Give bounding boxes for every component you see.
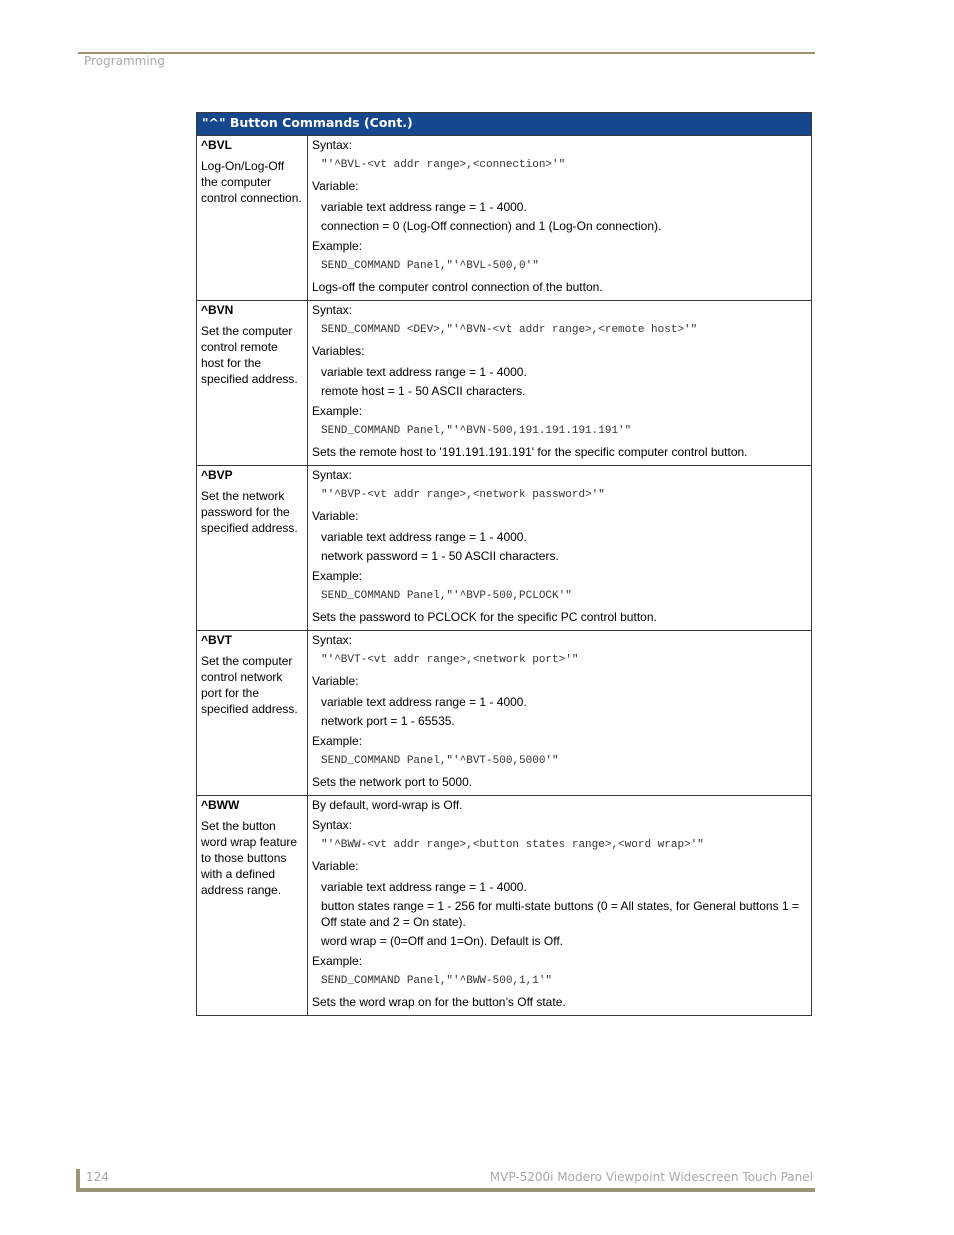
example-label: Example: — [312, 734, 363, 748]
example-code: SEND_COMMAND Panel,"'^BVN-500,191.191.191.191'" — [321, 425, 632, 437]
variable-item: variable text address range = 1 - 4000. — [321, 695, 527, 709]
details-cell — [308, 301, 812, 466]
syntax-label: Syntax: — [312, 818, 353, 832]
syntax-code: "'^BWW-<vt addr range>,<button states range>,<word wrap>'" — [321, 839, 704, 851]
variable-item: connection = 0 (Log-Off connection) and 1 (Log-On connection). — [321, 219, 662, 233]
command-summary: Sets the word wrap on for the button’s Off state. — [312, 995, 566, 1009]
button-commands-table — [196, 112, 812, 1016]
example-code: SEND_COMMAND Panel,"'^BVL-500,0'" — [321, 260, 539, 272]
variable-item: word wrap = (0=Off and 1=On). Default is Off. — [321, 934, 564, 948]
variable-item: network password = 1 - 50 ASCII characters. — [321, 549, 559, 563]
command-cell — [197, 301, 308, 466]
variable-item: button states range = 1 - 256 for multi-state buttons (0 = All states, for General buttons 1 = Off state and 2 = On state). — [321, 899, 799, 929]
document-title: MVP-5200i Modero Viewpoint Widescreen Touch Panel — [489, 1170, 813, 1184]
table-row — [197, 631, 812, 796]
syntax-code: "'^BVT-<vt addr range>,<network port>'" — [321, 654, 579, 666]
command-description: Set the button word wrap feature to those buttons with a defined address range. — [201, 819, 298, 897]
variable-item: remote host = 1 - 50 ASCII characters. — [321, 384, 526, 398]
command-cell — [197, 796, 308, 1016]
table-row — [197, 466, 812, 631]
example-code: SEND_COMMAND Panel,"'^BVP-500,PCLOCK'" — [321, 590, 572, 602]
example-code: SEND_COMMAND Panel,"'^BWW-500,1,1'" — [321, 975, 553, 987]
details-cell — [308, 466, 812, 631]
command-summary: Sets the password to PCLOCK for the specific PC control button. — [312, 610, 657, 624]
section-label: Programming — [84, 54, 165, 68]
syntax-label: Syntax: — [312, 468, 353, 482]
details-cell — [308, 631, 812, 796]
command-name: ^BWW — [201, 798, 240, 812]
syntax-label: Syntax: — [312, 138, 353, 152]
command-description: Set the computer control network port for the specified address. — [201, 654, 298, 716]
example-label: Example: — [312, 239, 363, 253]
command-description: Set the computer control remote host for the specified address. — [201, 324, 298, 386]
variable-item: network port = 1 - 65535. — [321, 714, 455, 728]
variable-item: variable text address range = 1 - 4000. — [321, 365, 527, 379]
details-cell — [308, 136, 812, 301]
variable-label: Variable: — [312, 674, 359, 688]
command-name: ^BVP — [201, 468, 233, 482]
syntax-label: Syntax: — [312, 633, 353, 647]
details-cell — [308, 796, 812, 1016]
footer-rule — [76, 1188, 815, 1192]
syntax-label: Syntax: — [312, 303, 353, 317]
command-description: Set the network password for the specified address. — [201, 489, 298, 535]
variable-label: Variable: — [312, 179, 359, 193]
page-number: 124 — [86, 1170, 109, 1184]
command-intro: By default, word-wrap is Off. — [312, 798, 463, 812]
header-rule — [78, 52, 815, 54]
example-label: Example: — [312, 954, 363, 968]
table-row — [197, 796, 812, 1016]
command-cell — [197, 631, 308, 796]
command-cell — [197, 136, 308, 301]
example-code: SEND_COMMAND Panel,"'^BVT-500,5000'" — [321, 755, 559, 767]
command-summary: Logs-off the computer control connection of the button. — [312, 280, 603, 294]
command-name: ^BVL — [201, 138, 233, 152]
variable-label: Variable: — [312, 859, 359, 873]
variable-label: Variable: — [312, 509, 359, 523]
example-label: Example: — [312, 569, 363, 583]
command-cell — [197, 466, 308, 631]
example-label: Example: — [312, 404, 363, 418]
syntax-code: SEND_COMMAND <DEV>,"'^BVN-<vt addr range>,<remote host>'" — [321, 324, 698, 336]
syntax-code: "'^BVL-<vt addr range>,<connection>'" — [321, 159, 566, 171]
command-summary: Sets the remote host to '191.191.191.191' for the specific computer control button. — [312, 445, 748, 459]
table-title: "^" Button Commands (Cont.) — [197, 113, 812, 136]
syntax-code: "'^BVP-<vt addr range>,<network password>'" — [321, 489, 605, 501]
variable-item: variable text address range = 1 - 4000. — [321, 530, 527, 544]
command-name: ^BVN — [201, 303, 234, 317]
table-row — [197, 136, 812, 301]
table-row — [197, 301, 812, 466]
variable-label: Variables: — [312, 344, 365, 358]
variable-item: variable text address range = 1 - 4000. — [321, 880, 527, 894]
command-summary: Sets the network port to 5000. — [312, 775, 473, 789]
command-name: ^BVT — [201, 633, 233, 647]
command-description: Log-On/Log-Off the computer control connection. — [201, 159, 302, 205]
variable-item: variable text address range = 1 - 4000. — [321, 200, 527, 214]
